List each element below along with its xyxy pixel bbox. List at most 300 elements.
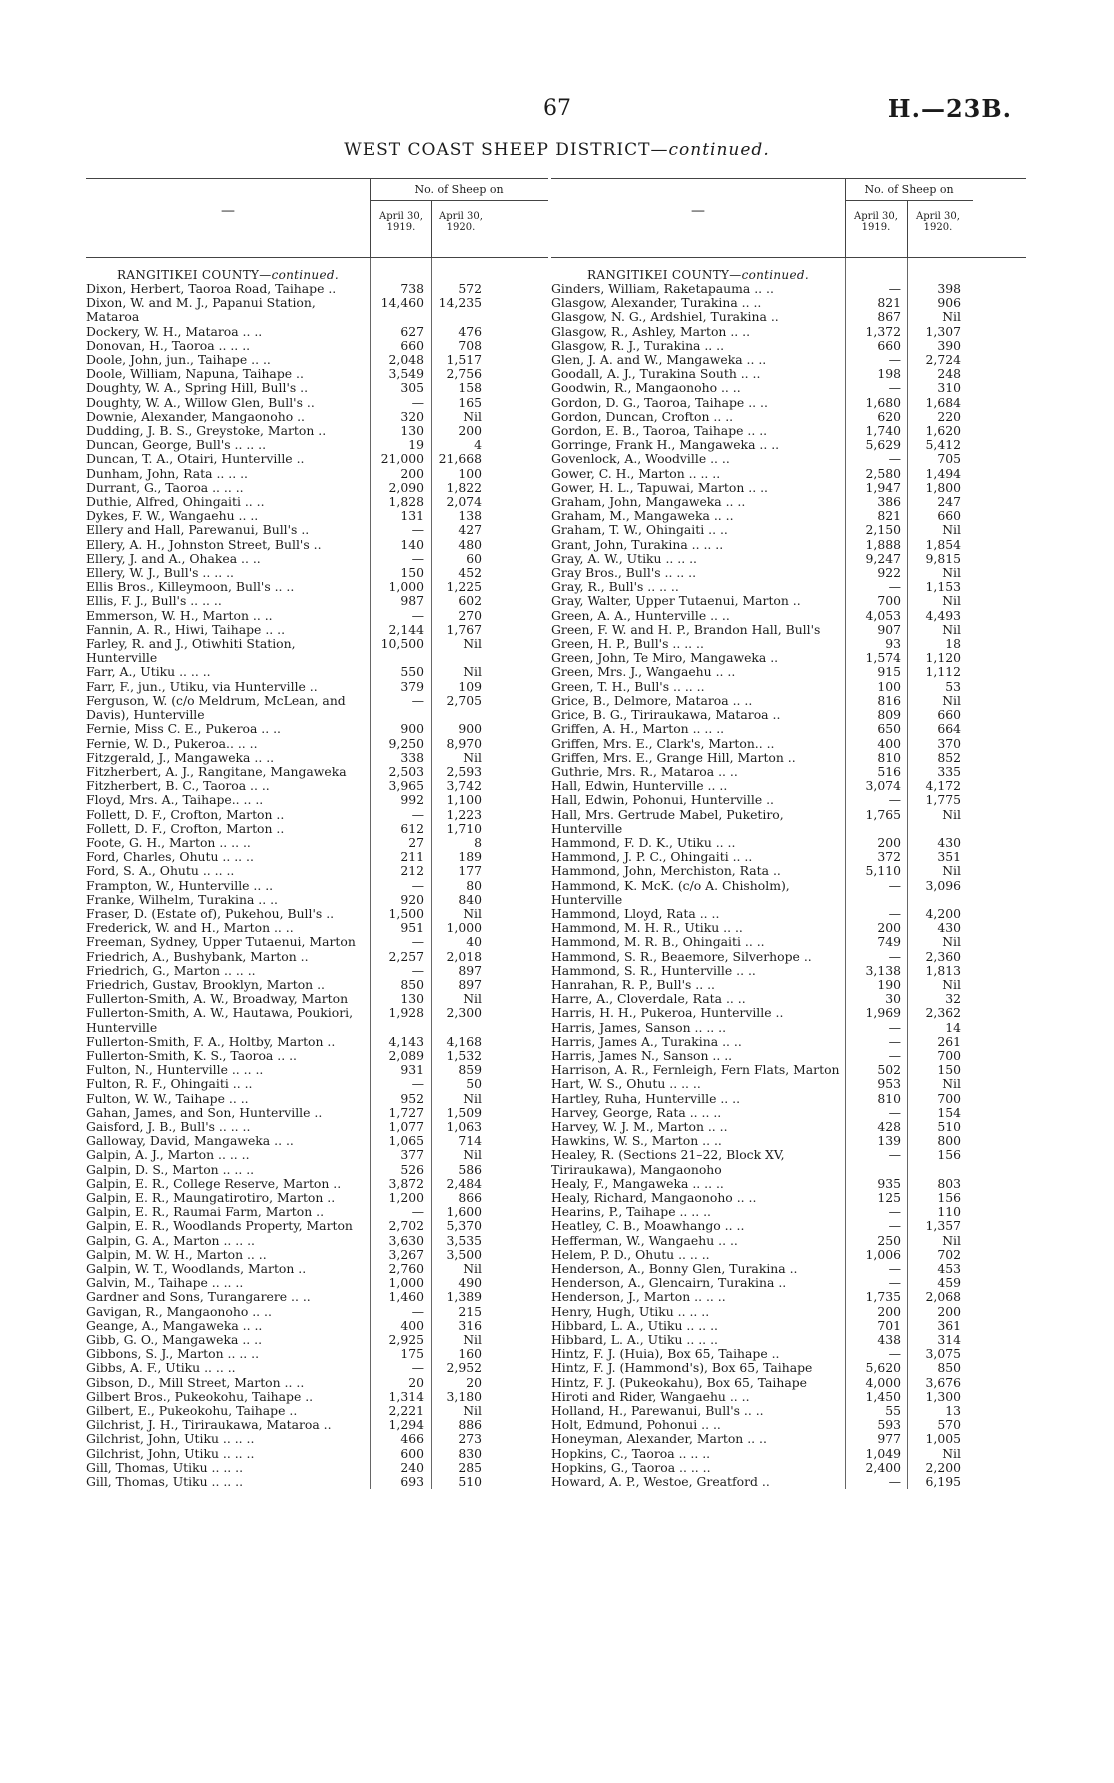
sheep-1920: 351: [937, 849, 961, 865]
farmer-name: Green, A. A., Hunterville .. ..: [551, 608, 730, 623]
farmer-name: Glasgow, Alexander, Turakina .. ..: [551, 296, 762, 311]
sheep-1919: 10,500: [380, 636, 424, 652]
farmer-name: Gordon, Duncan, Crofton .. ..: [551, 409, 734, 424]
sheep-1919: 922: [877, 565, 901, 581]
sheep-1919: 14,460: [380, 295, 424, 311]
sheep-1919: 55: [885, 1403, 901, 1419]
farmer-name: Ellery, A. H., Johnston Street, Bull's ..: [86, 537, 322, 552]
farmer-name: Galpin, G. A., Marton .. .. ..: [86, 1233, 255, 1248]
sheep-1919: 1,969: [865, 1005, 901, 1021]
farmer-name: Gilbert Bros., Pukeokohu, Taihape ..: [86, 1389, 314, 1404]
farmer-name: Hintz, F. J. (Hammond's), Box 65, Taihape: [551, 1361, 813, 1376]
sheep-1919: 660: [400, 337, 424, 353]
sheep-1919: 952: [400, 1090, 424, 1106]
sheep-1919: 620: [877, 408, 901, 424]
table-row: [86, 353, 548, 367]
table-row: [86, 992, 548, 1006]
table-row: [86, 523, 548, 537]
right-body-divider-2: [907, 258, 908, 1489]
sheep-1919: 1,065: [388, 1133, 424, 1149]
farmer-name: Dykes, F. W., Wangaehu .. ..: [86, 509, 259, 524]
farmer-name: Gilchrist, John, Utiku .. .. ..: [86, 1446, 255, 1461]
sheep-1920: 602: [458, 593, 482, 609]
farmer-name: Follett, D. F., Crofton, Marton ..: [86, 821, 285, 836]
sheep-1920: 247: [937, 494, 961, 510]
table-row: [551, 1475, 1026, 1489]
sheep-1919: 810: [877, 1090, 901, 1106]
table-row: [86, 1305, 548, 1319]
farmer-name: Graham, John, Mangaweka .. ..: [551, 495, 746, 510]
sheep-1919: —: [888, 1204, 901, 1220]
sheep-1919: —: [888, 948, 901, 964]
farmer-name: Galpin, E. R., Raumai Farm, Marton ..: [86, 1205, 325, 1220]
sheep-1919: 320: [400, 408, 424, 424]
table-row: [551, 580, 1026, 594]
sheep-1919: 953: [877, 1076, 901, 1092]
farmer-name: Gray Bros., Bull's .. .. ..: [551, 566, 697, 581]
sheep-1920: 156: [937, 1147, 961, 1163]
right-header-1920: April 30, 1920.: [916, 211, 960, 233]
table-row: [551, 1035, 1026, 1049]
farmer-name: Griffen, Mrs. E., Clark's, Marton.. ..: [551, 736, 775, 751]
table-row: [86, 1390, 548, 1404]
farmer-name: Ellery, W. J., Bull's .. .. ..: [86, 566, 234, 581]
sheep-1919: —: [888, 792, 901, 808]
sheep-1919: 810: [877, 749, 901, 765]
farmer-name: Ellis, F. J., Bull's .. .. ..: [86, 594, 222, 609]
sheep-1919: 1,740: [865, 423, 901, 439]
sheep-1920: Nil: [942, 1076, 961, 1092]
sheep-1919: —: [411, 394, 424, 410]
farmer-name: Fullerton-Smith, F. A., Holtby, Marton ..: [86, 1034, 336, 1049]
table-row: [86, 694, 548, 722]
sheep-1920: 800: [937, 1133, 961, 1149]
farmer-name: Farr, F., jun., Utiku, via Hunterville ..: [86, 679, 318, 694]
farmer-name: Green, H. P., Bull's .. .. ..: [551, 637, 704, 652]
sheep-1920: 3,676: [925, 1374, 961, 1390]
farmer-name: Follett, D. F., Crofton, Marton ..: [86, 807, 285, 822]
sheep-1919: 1,680: [865, 394, 901, 410]
farmer-name: Gordon, E. B., Taoroa, Taihape .. ..: [551, 424, 768, 439]
sheep-1920: 664: [937, 721, 961, 737]
sheep-1919: —: [411, 1360, 424, 1376]
farmer-name: Galpin, W. T., Woodlands, Marton ..: [86, 1262, 307, 1277]
table-row: [551, 1049, 1026, 1063]
sheep-1920: 4,172: [925, 778, 961, 794]
sheep-1920: 510: [937, 1118, 961, 1134]
table-row: [551, 325, 1026, 339]
table-row: [551, 282, 1026, 296]
table-row: [551, 651, 1026, 665]
sheep-1919: —: [411, 934, 424, 950]
table-row: [551, 1063, 1026, 1077]
sheep-1919: 5,629: [865, 437, 901, 453]
sheep-1920: 273: [458, 1431, 482, 1447]
table-row: [86, 410, 548, 424]
table-row: [86, 296, 548, 324]
farmer-name: Hammond, Lloyd, Rata .. ..: [551, 906, 720, 921]
sheep-1920: 1,494: [925, 465, 961, 481]
sheep-1919: —: [888, 1019, 901, 1035]
title-italic: continued.: [668, 140, 770, 160]
table-row: [86, 609, 548, 623]
farmer-name: Henry, Hugh, Utiku .. .. ..: [551, 1304, 710, 1319]
table-row: [86, 481, 548, 495]
farmer-name: Dixon, W. and M. J., Papanui Station, Mataroa: [86, 296, 316, 325]
farmer-name: Healey, R. (Sections 21–22, Block XV, Tiriraukawa), Mangaonoho: [551, 1148, 785, 1177]
sheep-1920: 1,854: [925, 536, 961, 552]
sheep-1920: 897: [458, 962, 482, 978]
sheep-1920: 1,767: [446, 621, 482, 637]
table-row: [551, 1092, 1026, 1106]
sheep-1919: 1,947: [865, 479, 901, 495]
right-table-header: [551, 178, 1026, 258]
table-row: [551, 751, 1026, 765]
farmer-name: Dockery, W. H., Mataroa .. ..: [86, 324, 263, 339]
sheep-1919: 1,314: [388, 1388, 424, 1404]
sheep-1920: 2,018: [446, 948, 482, 964]
sheep-1920: Nil: [942, 522, 961, 538]
sheep-1920: 1,307: [925, 323, 961, 339]
sheep-1919: 915: [877, 664, 901, 680]
sheep-1920: 32: [945, 991, 961, 1007]
sheep-1919: 100: [877, 678, 901, 694]
farmer-name: Fulton, N., Hunterville .. .. ..: [86, 1063, 264, 1078]
sheep-1920: 177: [458, 863, 482, 879]
sheep-1919: —: [888, 1261, 901, 1277]
sheep-1919: 3,267: [388, 1246, 424, 1262]
sheep-1920: 4: [474, 437, 482, 453]
table-row: [551, 410, 1026, 424]
sheep-1920: Nil: [463, 1261, 482, 1277]
sheep-1920: 1,710: [446, 820, 482, 836]
sheep-1920: 1,120: [925, 650, 961, 666]
sheep-1920: Nil: [463, 1403, 482, 1419]
sheep-1920: 2,484: [446, 1175, 482, 1191]
farmer-name: Durrant, G., Taoroa .. .. ..: [86, 480, 244, 495]
farmer-name: Ford, S. A., Ohutu .. .. ..: [86, 864, 235, 879]
table-row: [86, 907, 548, 921]
sheep-1920: 21,668: [438, 451, 482, 467]
sheep-1919: 125: [877, 1190, 901, 1205]
sheep-1920: 1,000: [446, 920, 482, 936]
farmer-name: Gilchrist, J. H., Tiriraukawa, Mataroa ..: [86, 1418, 332, 1433]
sheep-1920: 1,005: [925, 1431, 961, 1447]
farmer-name: Fannin, A. R., Hiwi, Taihape .. ..: [86, 622, 286, 637]
sheep-1919: 516: [877, 763, 901, 779]
table-row: [86, 1447, 548, 1461]
farmer-name: Gower, H. L., Tapuwai, Marton .. ..: [551, 480, 768, 495]
sheep-1920: Nil: [942, 593, 961, 609]
farmer-name: Healy, Richard, Mangaonoho .. ..: [551, 1191, 757, 1205]
farmer-name: Fulton, W. W., Taihape .. ..: [86, 1091, 249, 1106]
sheep-1919: 212: [400, 863, 424, 879]
farmer-name: Hammond, S. R., Hunterville .. ..: [551, 963, 756, 978]
left-header-1920: April 30, 1920.: [439, 211, 483, 233]
left-section-heading: [86, 268, 370, 282]
left-rows: [86, 258, 548, 1489]
sheep-1919: 2,144: [388, 621, 424, 637]
sheep-1920: 53: [945, 678, 961, 694]
sheep-1919: 2,089: [388, 1047, 424, 1063]
sheep-1919: 93: [885, 636, 901, 652]
table-row: [551, 1077, 1026, 1091]
table-row: [86, 879, 548, 893]
sheep-1919: 987: [400, 593, 424, 609]
farmer-name: Hammond, K. McK. (c/o A. Chisholm), Hunterville: [551, 878, 790, 907]
table-row: [86, 1347, 548, 1361]
table-row: [86, 1432, 548, 1446]
sheep-1919: 4,000: [865, 1374, 901, 1390]
sheep-1919: 19: [408, 437, 424, 453]
farmer-name: Donovan, H., Taoroa .. .. ..: [86, 338, 251, 353]
table-row: [86, 665, 548, 679]
sheep-1920: 316: [458, 1317, 482, 1333]
sheep-1919: 1,500: [388, 905, 424, 921]
table-row: [551, 907, 1026, 921]
table-row: [86, 1163, 548, 1177]
table-row: [86, 594, 548, 608]
sheep-1920: Nil: [942, 1445, 961, 1461]
sheep-1920: 660: [937, 707, 961, 723]
farmer-name: Fitzherbert, B. C., Taoroa .. ..: [86, 779, 270, 794]
farmer-name: Foote, G. H., Marton .. .. ..: [86, 835, 251, 850]
farmer-name: Ford, Charles, Ohutu .. .. ..: [86, 850, 254, 865]
sheep-1919: 200: [400, 465, 424, 481]
farmer-name: Fernie, W. D., Pukeroa.. .. ..: [86, 736, 258, 751]
sheep-1919: 502: [877, 1062, 901, 1078]
sheep-1919: 211: [400, 849, 424, 865]
sheep-1919: 600: [400, 1445, 424, 1461]
sheep-1920: 390: [937, 337, 961, 353]
farmer-name: Galvin, M., Taihape .. .. ..: [86, 1276, 244, 1291]
sheep-1920: 1,532: [446, 1047, 482, 1063]
sheep-1919: 3,549: [388, 366, 424, 382]
sheep-1920: 5,370: [446, 1218, 482, 1234]
sheep-1920: 840: [458, 891, 482, 907]
sheep-1920: 3,500: [446, 1246, 482, 1262]
sheep-1919: 1,888: [865, 536, 901, 552]
sheep-1920: Nil: [463, 1090, 482, 1106]
sheep-1919: —: [888, 579, 901, 595]
sheep-1919: 867: [877, 309, 901, 325]
sheep-1919: 400: [877, 735, 901, 751]
sheep-1920: 3,075: [925, 1346, 961, 1362]
sheep-1920: 866: [458, 1190, 482, 1205]
sheep-1920: 1,800: [925, 479, 961, 495]
table-row: [86, 1276, 548, 1290]
sheep-1919: 198: [877, 366, 901, 382]
sheep-1919: 3,138: [865, 962, 901, 978]
sheep-1920: 154: [937, 1104, 961, 1120]
farmer-name: Duncan, T. A., Otairi, Hunterville ..: [86, 452, 305, 467]
table-row: [551, 1404, 1026, 1418]
sheep-1920: 200: [458, 423, 482, 439]
table-row: [86, 850, 548, 864]
farmer-name: Galpin, A. J., Marton .. .. ..: [86, 1148, 250, 1163]
sheep-1920: 1,223: [446, 806, 482, 822]
sheep-1919: 200: [877, 920, 901, 936]
sheep-1920: 906: [937, 295, 961, 311]
farmer-name: Dunham, John, Rata .. .. ..: [86, 466, 248, 481]
table-row: [551, 566, 1026, 580]
sheep-1920: 109: [458, 678, 482, 694]
sheep-1920: 13: [945, 1403, 961, 1419]
sheep-1919: 2,257: [388, 948, 424, 964]
table-row: [551, 1447, 1026, 1461]
table-row: [551, 694, 1026, 708]
table-row: [86, 1262, 548, 1276]
sheep-1920: 702: [937, 1246, 961, 1262]
farmer-name: Farr, A., Utiku .. .. ..: [86, 665, 211, 680]
sheep-1919: 1,000: [388, 1275, 424, 1291]
table-row: [551, 1120, 1026, 1134]
sheep-1919: 2,221: [388, 1403, 424, 1419]
sheep-1920: 100: [458, 465, 482, 481]
farmer-name: Harris, James, Sanson .. .. ..: [551, 1020, 727, 1035]
sheep-1919: —: [411, 607, 424, 623]
table-row: [551, 793, 1026, 807]
sheep-1919: 5,110: [865, 863, 901, 879]
table-row: [86, 495, 548, 509]
table-row: [551, 850, 1026, 864]
sheep-1919: 1,077: [388, 1118, 424, 1134]
table-row: [551, 637, 1026, 651]
table-row: [86, 935, 548, 949]
sheep-1920: 2,952: [446, 1360, 482, 1376]
sheep-1919: 130: [400, 991, 424, 1007]
farmer-name: Hall, Mrs. Gertrude Mabel, Puketiro, Hunterville: [551, 807, 784, 836]
sheep-1920: Nil: [463, 636, 482, 652]
sheep-1920: Nil: [942, 692, 961, 708]
sheep-1920: 60: [466, 550, 482, 566]
sheep-1920: 1,620: [925, 423, 961, 439]
farmer-name: Frederick, W. and H., Marton .. ..: [86, 921, 294, 936]
sheep-1920: 700: [937, 1090, 961, 1106]
sheep-1919: 4,143: [388, 1033, 424, 1049]
farmer-name: Hart, W. S., Ohutu .. .. ..: [551, 1077, 701, 1092]
table-row: [86, 765, 548, 779]
sheep-1919: 140: [400, 536, 424, 552]
table-row: [551, 538, 1026, 552]
farmer-name: Gill, Thomas, Utiku .. .. ..: [86, 1475, 244, 1490]
sheep-1920: 2,300: [446, 1005, 482, 1021]
sheep-1920: 476: [458, 323, 482, 339]
farmer-name: Hammond, J. P. C., Ohingaiti .. ..: [551, 850, 753, 865]
table-row: [551, 765, 1026, 779]
sheep-1919: 3,872: [388, 1175, 424, 1191]
sheep-1919: —: [411, 1303, 424, 1319]
farmer-name: Hintz, F. J. (Huia), Box 65, Taihape ..: [551, 1347, 780, 1362]
table-row: [86, 424, 548, 438]
table-row: [551, 609, 1026, 623]
table-row: [86, 1148, 548, 1162]
table-row: [551, 1148, 1026, 1176]
sheep-1919: 131: [400, 508, 424, 524]
farmer-name: Henderson, A., Bonny Glen, Turakina ..: [551, 1262, 798, 1277]
farmer-name: Gahan, James, and Son, Hunterville ..: [86, 1105, 323, 1120]
sheep-1920: 9,815: [925, 550, 961, 566]
table-row: [86, 282, 548, 296]
sheep-1920: 1,063: [446, 1118, 482, 1134]
table-row: [551, 467, 1026, 481]
sheep-1920: 886: [458, 1417, 482, 1433]
farmer-name: Fullerton-Smith, A. W., Broadway, Marton: [86, 992, 349, 1007]
sheep-1920: 2,074: [446, 494, 482, 510]
sheep-1920: 830: [458, 1445, 482, 1461]
table-row: [551, 665, 1026, 679]
sheep-1919: 593: [877, 1417, 901, 1433]
table-row: [86, 1475, 548, 1489]
sheep-1920: 14,235: [438, 295, 482, 311]
table-row: [86, 1006, 548, 1034]
table-row: [86, 1191, 548, 1205]
sheep-1920: 572: [458, 281, 482, 296]
farmer-name: Geange, A., Mangaweka .. ..: [86, 1318, 263, 1333]
table-row: [551, 594, 1026, 608]
table-row: [86, 1248, 548, 1262]
farmer-name: Gray, A. W., Utiku .. .. ..: [551, 551, 697, 566]
farmer-name: Galloway, David, Mangaweka .. ..: [86, 1134, 294, 1149]
farmer-name: Dixon, Herbert, Taoroa Road, Taihape ..: [86, 282, 337, 296]
table-row: [551, 1432, 1026, 1446]
table-row: [551, 1234, 1026, 1248]
table-row: [86, 1290, 548, 1304]
farmer-name: Frampton, W., Hunterville .. ..: [86, 878, 274, 893]
table-row: [551, 864, 1026, 878]
farmer-name: Hammond, M. H. R., Utiku .. ..: [551, 921, 743, 936]
farmer-name: Gibbs, A. F., Utiku .. .. ..: [86, 1361, 236, 1376]
farmer-name: Hartley, Ruha, Hunterville .. ..: [551, 1091, 741, 1106]
sheep-1920: 2,200: [925, 1459, 961, 1475]
left-section-italic: continued.: [271, 268, 339, 282]
sheep-1920: Nil: [942, 565, 961, 581]
table-row: [551, 950, 1026, 964]
sheep-1919: 1,200: [388, 1190, 424, 1205]
farmer-name: Green, Mrs. J., Wangaehu .. ..: [551, 665, 736, 680]
sheep-1920: 158: [458, 380, 482, 396]
table-row: [551, 353, 1026, 367]
sheep-1920: Nil: [942, 934, 961, 950]
table-row: [551, 623, 1026, 637]
table-row: [551, 1262, 1026, 1276]
sheep-1920: 427: [458, 522, 482, 538]
table-row: [86, 864, 548, 878]
sheep-1920: 1,822: [446, 479, 482, 495]
farmer-name: Hearins, P., Taihape .. .. ..: [551, 1205, 711, 1220]
sheep-1919: —: [411, 806, 424, 822]
table-row: [86, 751, 548, 765]
sheep-1919: —: [888, 352, 901, 368]
table-row: [551, 1219, 1026, 1233]
farmer-name: Galpin, E. R., Maungatirotiro, Marton ..: [86, 1191, 336, 1205]
sheep-1919: 1,828: [388, 494, 424, 510]
table-row: [551, 879, 1026, 907]
table-row: [551, 396, 1026, 410]
table-row: [551, 509, 1026, 523]
farmer-name: Gibbons, S. J., Marton .. .. ..: [86, 1347, 260, 1362]
sheep-1919: 650: [877, 721, 901, 737]
sheep-1919: 1,460: [388, 1289, 424, 1305]
sheep-1919: —: [411, 1076, 424, 1092]
sheep-1920: Nil: [463, 1332, 482, 1348]
table-row: [86, 552, 548, 566]
left-body-divider-2: [431, 258, 432, 1489]
sheep-1919: 2,702: [388, 1218, 424, 1234]
sheep-1919: 550: [400, 664, 424, 680]
sheep-1920: 459: [937, 1275, 961, 1291]
sheep-1919: 240: [400, 1459, 424, 1475]
